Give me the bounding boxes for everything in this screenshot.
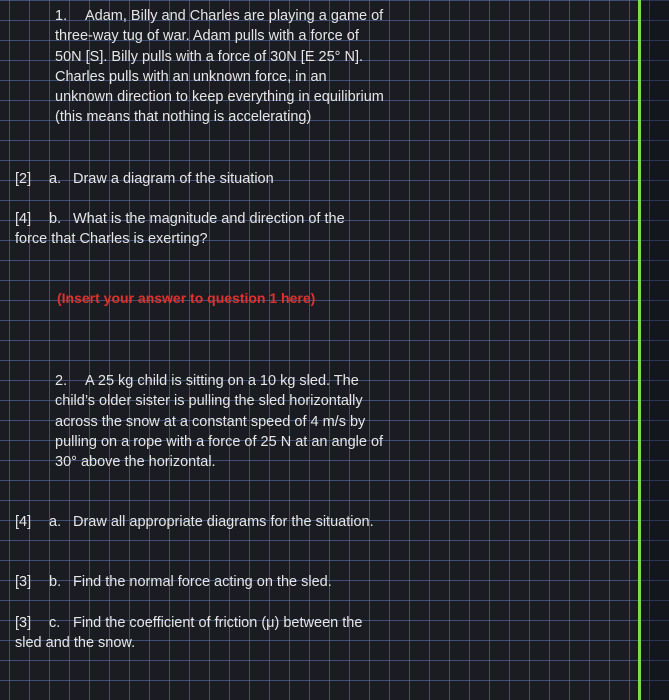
part-letter: a. [49, 171, 62, 187]
question-2-part-b [15, 572, 375, 592]
marks-label: [4] [15, 514, 32, 530]
question-number: 2. [55, 373, 68, 389]
marks-label: [4] [15, 211, 32, 227]
part-letter: b. [49, 211, 62, 227]
question-text: Adam, Billy and Charles are playing a game of three-way tug of war. Adam pulls with a force of 50N [S]. Billy pulls with a force of 30N [E 25° N]. Charles pulls with an unknown force, in an unknown direction to keep everything in equilibrium (this means that nothing is accelerating) [55, 8, 384, 126]
part-letter: b. [49, 574, 62, 590]
question-1 [55, 6, 385, 128]
marks-label: [2] [15, 171, 32, 187]
side-panel [641, 0, 669, 700]
part-letter: a. [49, 514, 62, 530]
part-text: Draw all appropriate diagrams for the situation. [73, 514, 374, 530]
marks-label: [3] [15, 574, 32, 590]
part-text: Find the normal force acting on the sled. [73, 574, 332, 590]
question-number: 1. [55, 8, 68, 24]
question-2 [55, 371, 385, 472]
question-1-part-b [15, 209, 375, 250]
question-1-part-a [15, 169, 375, 189]
question-text: A 25 kg child is sitting on a 10 kg sled. The child’s older sister is pulling the sled horizontally across the snow at a constant speed of 4 m/s by pulling on a rope with a force of 25 N at an angle of 30° above the horizontal. [55, 373, 384, 471]
answer-placeholder[interactable]: (Insert your answer to question 1 here) [57, 290, 316, 306]
part-letter: c. [49, 615, 61, 631]
question-2-part-a [15, 512, 375, 532]
question-2-part-c [15, 613, 375, 654]
part-text: What is the magnitude and direction of the force that Charles is exerting? [15, 211, 345, 248]
marks-label: [3] [15, 615, 32, 631]
part-text: Find the coefficient of friction (μ) between the sled and the snow. [15, 615, 363, 652]
part-text: Draw a diagram of the situation [73, 171, 274, 187]
